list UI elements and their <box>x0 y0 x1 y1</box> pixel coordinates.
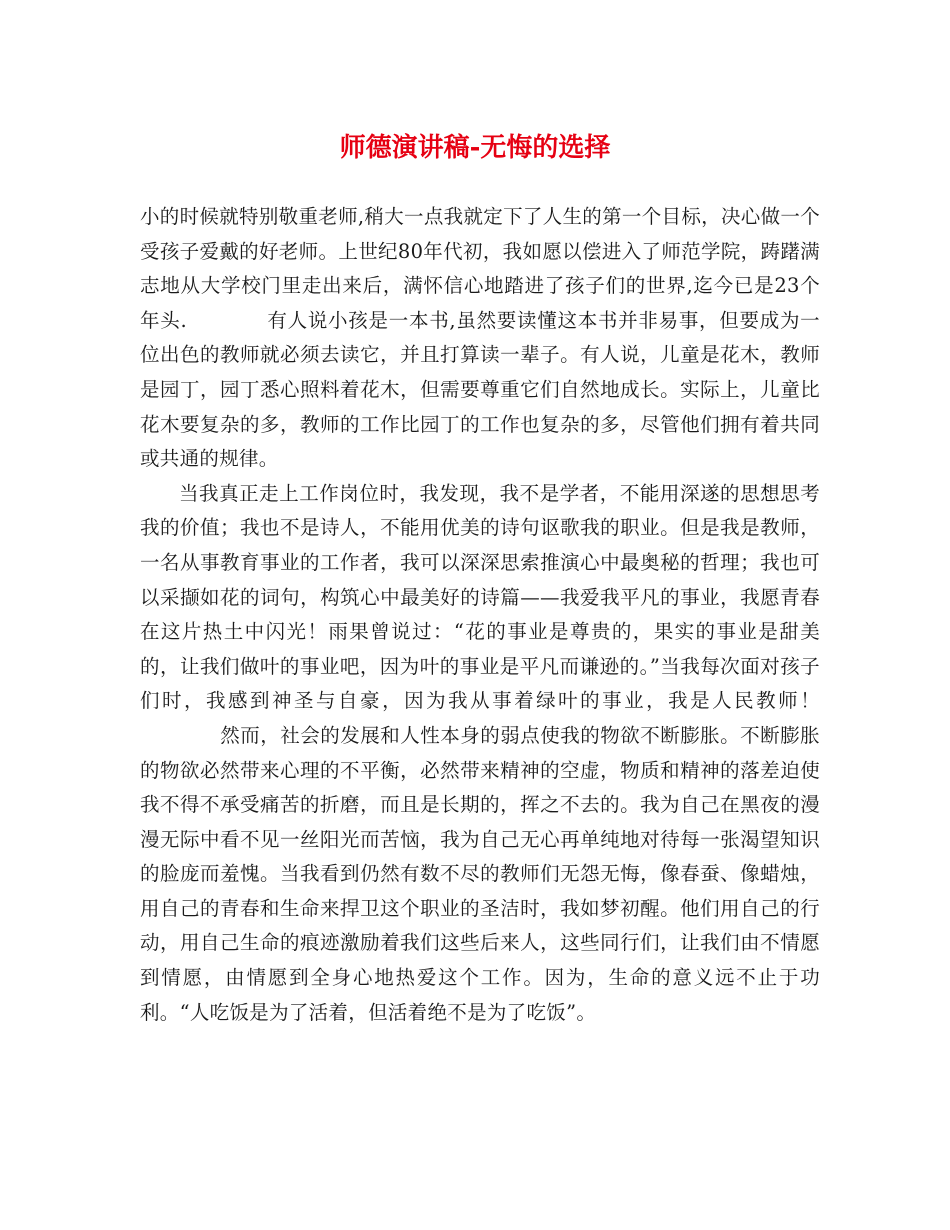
paragraph-2-part-1: 当我真正走上工作岗位时，我发现，我不是学者，不能用深遂的思想思考我的价值；我也不是诗人，不能用优美的诗句讴歌我的职业。但是我是教师，一名从事教育事业的工作者，我可以深深思索推演心中最奥秘的哲理；我也可以采撷如花的词句，构筑心中最美好的诗篇——我爱我平凡的事业，我愿青春在这片热土中闪光！雨果曾说过：“花的事业是尊贵的，果实的事业是甜美的，让我们做叶的事业吧，因为叶的事业是平凡而谦逊的。”当我每次面对孩子们时，我感到神圣与自豪，因为我从事着绿叶的事业，我是人民教师！ <box>140 481 820 713</box>
paragraph-2-part-2: 然而，社会的发展和人性本身的弱点使我的物欲不断膨胀。不断膨胀的物欲必然带来心理的不平衡，必然带来精神的空虚，物质和精神的落差迫使我不得不承受痛苦的折磨，而且是长期的，挥之不去的。我为自己在黑夜的漫漫无际中看不见一丝阳光而苦恼，我为自己无心再单纯地对待每一张渴望知识的脸庞而羞愧。当我看到仍然有数不尽的教师们无怨无悔，像春蚕、像蜡烛，用自己的青春和生命来捍卫这个职业的圣洁时，我如梦初醒。他们用自己的行动，用自己生命的痕迹激励着我们这些后来人，这些同行们，让我们由不情愿到情愿，由情愿到全身心地热爱这个工作。因为，生命的意义远不止于功利。“人吃饭是为了活着，但活着绝不是为了吃饭”。 <box>140 723 820 1024</box>
document-body <box>140 200 820 1030</box>
paragraph-2 <box>140 477 820 1031</box>
paragraph-1-part-1: 小的时候就特别敬重老师,稍大一点我就定下了人生的第一个目标，决心做一个受孩子爱戴的好老师。上世纪80年代初，我如愿以偿进入了师范学院，踌躇满志地从大学校门里走出来后，满怀信心地踏进了孩子们的世界,迄今已是23个年头. <box>140 205 820 332</box>
document-title: 师德演讲稿-无悔的选择 <box>339 133 611 163</box>
paragraph-1-part-2: 有人说小孩是一本书,虽然要读懂这本书并非易事，但要成为一位出色的教师就必须去读它，并且打算读一辈子。有人说，儿童是花木，教师是园丁，园丁悉心照料着花木，但需要尊重它们自然地成长。实际上，儿童比花木要复杂的多，教师的工作比园丁的工作也复杂的多，尽管他们拥有着共同或共通的规律。 <box>140 308 820 471</box>
paragraph-1 <box>140 200 820 477</box>
